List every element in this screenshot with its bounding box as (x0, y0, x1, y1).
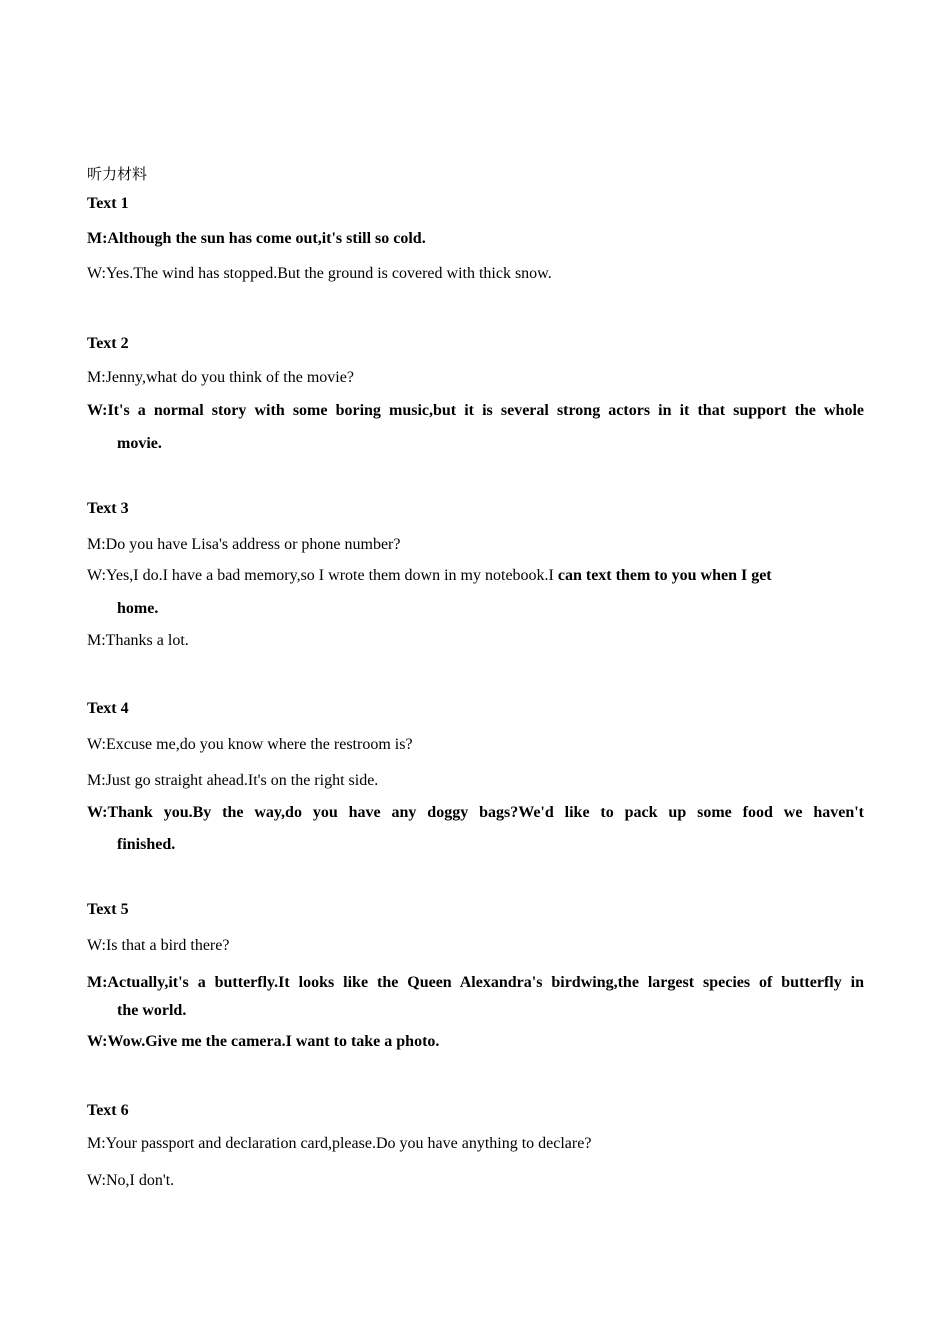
text-1-label: Text 1 (87, 195, 129, 212)
dialogue-line: W:Excuse me,do you know where the restroom is? (87, 736, 413, 753)
dialogue-line: M:Although the sun has come out,it's still so cold. (87, 230, 426, 247)
dialogue-line-continued: finished. (117, 836, 176, 853)
text-3-label: Text 3 (87, 500, 129, 517)
dialogue-line: M:Just go straight ahead.It's on the right side. (87, 772, 379, 789)
text-6-label: Text 6 (87, 1102, 129, 1119)
dialogue-line (87, 566, 772, 586)
dialogue-line: M:Actually,it's a butterfly.It looks like the Queen Alexandra's birdwing,the largest species of butterfly in (87, 974, 864, 991)
dialogue-line: M:Do you have Lisa's address or phone number? (87, 536, 401, 553)
dialogue-line: M:Your passport and declaration card,please.Do you have anything to declare? (87, 1135, 592, 1152)
text-2-label: Text 2 (87, 335, 129, 352)
text-4-label: Text 4 (87, 700, 129, 717)
dialogue-line-continued: movie. (117, 435, 162, 452)
dialogue-line: W:Wow.Give me the camera.I want to take a photo. (87, 1033, 440, 1050)
dialogue-line: W:It's a normal story with some boring music,but it is several strong actors in it that support the whole (87, 402, 864, 419)
dialogue-line-continued: home. (117, 600, 159, 617)
dialogue-line: W:Thank you.By the way,do you have any doggy bags?We'd like to pack up some food we haven't (87, 804, 864, 821)
dialogue-line: W:Yes.The wind has stopped.But the ground is covered with thick snow. (87, 265, 552, 282)
dialogue-line: M:Thanks a lot. (87, 632, 189, 649)
dialogue-line: M:Jenny,what do you think of the movie? (87, 369, 354, 386)
dialogue-line: W:Is that a bird there? (87, 937, 230, 954)
dialogue-line-continued: the world. (117, 1002, 187, 1019)
dialogue-line: W:No,I don't. (87, 1172, 175, 1189)
document-heading: 听力材料 (87, 165, 148, 183)
dialogue-line-bold-part: can text them to you when I get (557, 567, 772, 584)
text-5-label: Text 5 (87, 901, 129, 918)
dialogue-line-regular-part: W:Yes,I do.I have a bad memory,so I wrote them down in my notebook.I (87, 567, 554, 584)
